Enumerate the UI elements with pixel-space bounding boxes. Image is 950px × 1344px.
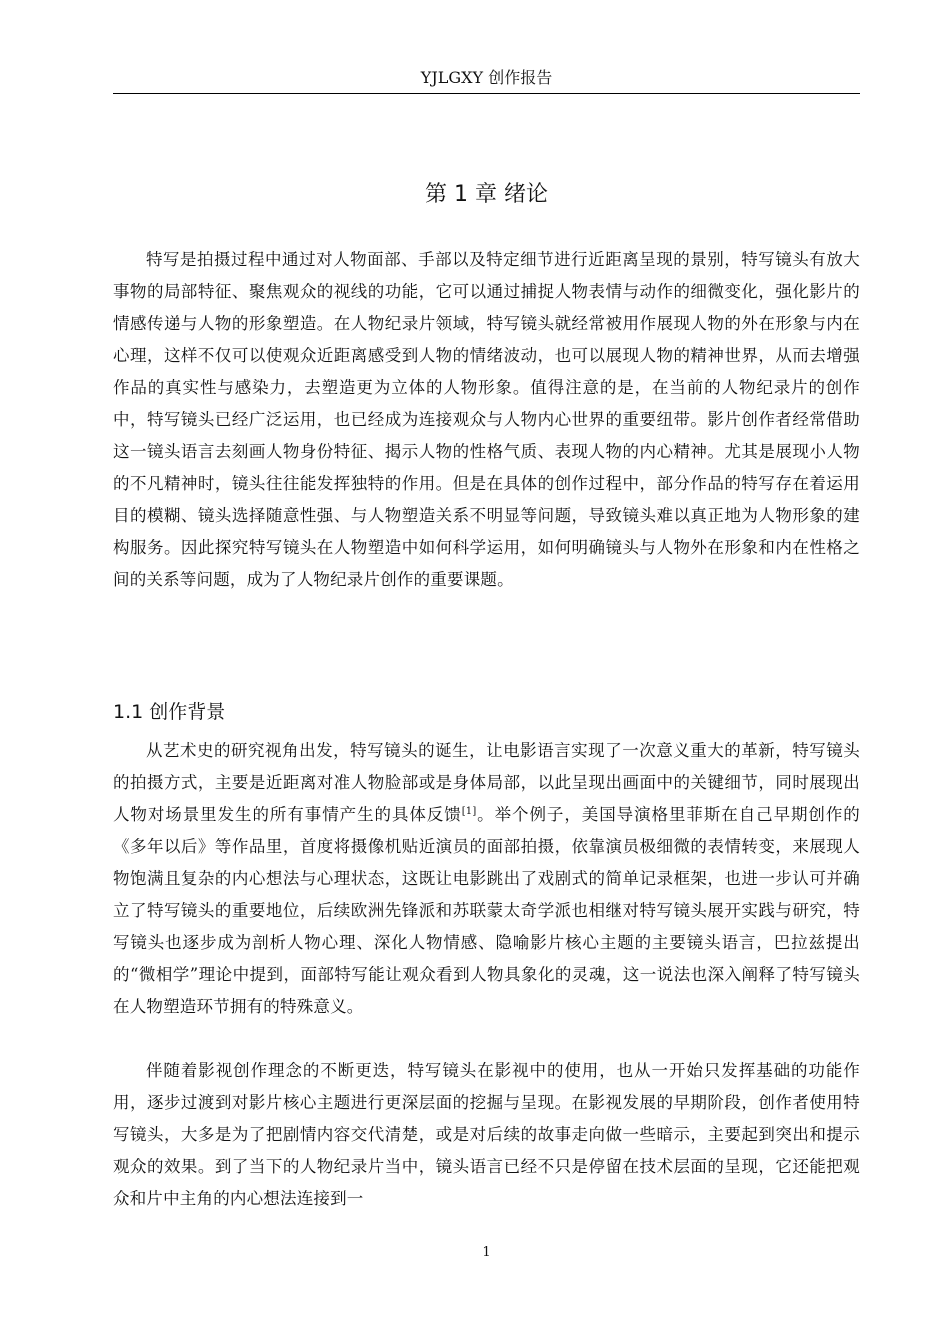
intro-paragraph: 特写是拍摄过程中通过对人物面部、手部以及特定细节进行近距离呈现的景别，特写镜头有放大事物的局部特征、聚焦观众的视线的功能，它可以通过捕捉人物表情与动作的细微变化，强化影片的情感传递与人物的形象塑造。在人物纪录片领域，特写镜头就经常被用作展现人物的外在形象与内在心理，这样不仅可以使观众近距离感受到人物的情绪波动，也可以展现人物的精神世界，从而去增强作品的真实性与感染力，去塑造更为立体的人物形象。值得注意的是，在当前的人物纪录片的创作中，特写镜头已经广泛运用，也已经成为连接观众与人物内心世界的重要纽带。影片创作者经常借助这一镜头语言去刻画人物身份特征、揭示人物的性格气质、表现人物的内心精神。尤其是展现小人物的不凡精神时，镜头往往能发挥独特的作用。但是在具体的创作过程中，部分作品的特写存在着运用目的模糊、镜头选择随意性强、与人物塑造关系不明显等问题，导致镜头难以真正地为人物形象的建构服务。因此探究特写镜头在人物塑造中如何科学运用，如何明确镜头与人物外在形象和内在性格之间的关系等问题，成为了人物纪录片创作的重要课题。	[113, 250, 860, 589]
chapter-title: 第 1 章 绪论	[425, 182, 548, 207]
header-title: YJLGXY 创作报告	[420, 68, 553, 87]
section-heading: 1.1 创作背景	[113, 701, 226, 723]
page-header	[113, 66, 860, 94]
background-paragraph-1	[113, 735, 860, 1023]
background-text-part-1: 从艺术史的研究视角出发，特写镜头的诞生，让电影语言实现了一次意义重大的革新，特写镜头的拍摄方式，主要是近距离对准人物脸部或是身体局部，以此呈现出画面中的关键细节，同时展现出人物对场景里发生的所有事情产生的具体反馈	[113, 741, 860, 824]
citation-reference: [1]	[461, 806, 477, 817]
background-text-part-2: 。举个例子，美国导演格里菲斯在自己早期创作的《多年以后》等作品里，首度将摄像机贴近演员的面部拍摄，依靠演员极细微的表情转变，来展现人物饱满且复杂的内心想法与心理状态，这既让电影跳出了戏剧式的简单记录框架，也进一步认可并确立了特写镜头的重要地位，后续欧洲先锋派和苏联蒙太奇学派也相继对特写镜头展开实践与研究，特写镜头也逐步成为剖析人物心理、深化人物情感、隐喻影片核心主题的主要镜头语言，巴拉兹提出的“微相学”理论中提到，面部特写能让观众看到人物具象化的灵魂，这一说法也深入阐释了特写镜头在人物塑造环节拥有的特殊意义。	[113, 805, 861, 1016]
page-number: 1	[482, 1245, 491, 1260]
background-paragraph-2: 伴随着影视创作理念的不断更迭，特写镜头在影视中的使用，也从一开始只发挥基础的功能作用，逐步过渡到对影片核心主题进行更深层面的挖掘与呈现。在影视发展的早期阶段，创作者使用特写镜头，大多是为了把剧情内容交代清楚，或是对后续的故事走向做一些暗示，主要起到突出和提示观众的效果。到了当下的人物纪录片当中，镜头语言已经不只是停留在技术层面的呈现，它还能把观众和片中主角的内心想法连接到一	[113, 1061, 860, 1208]
